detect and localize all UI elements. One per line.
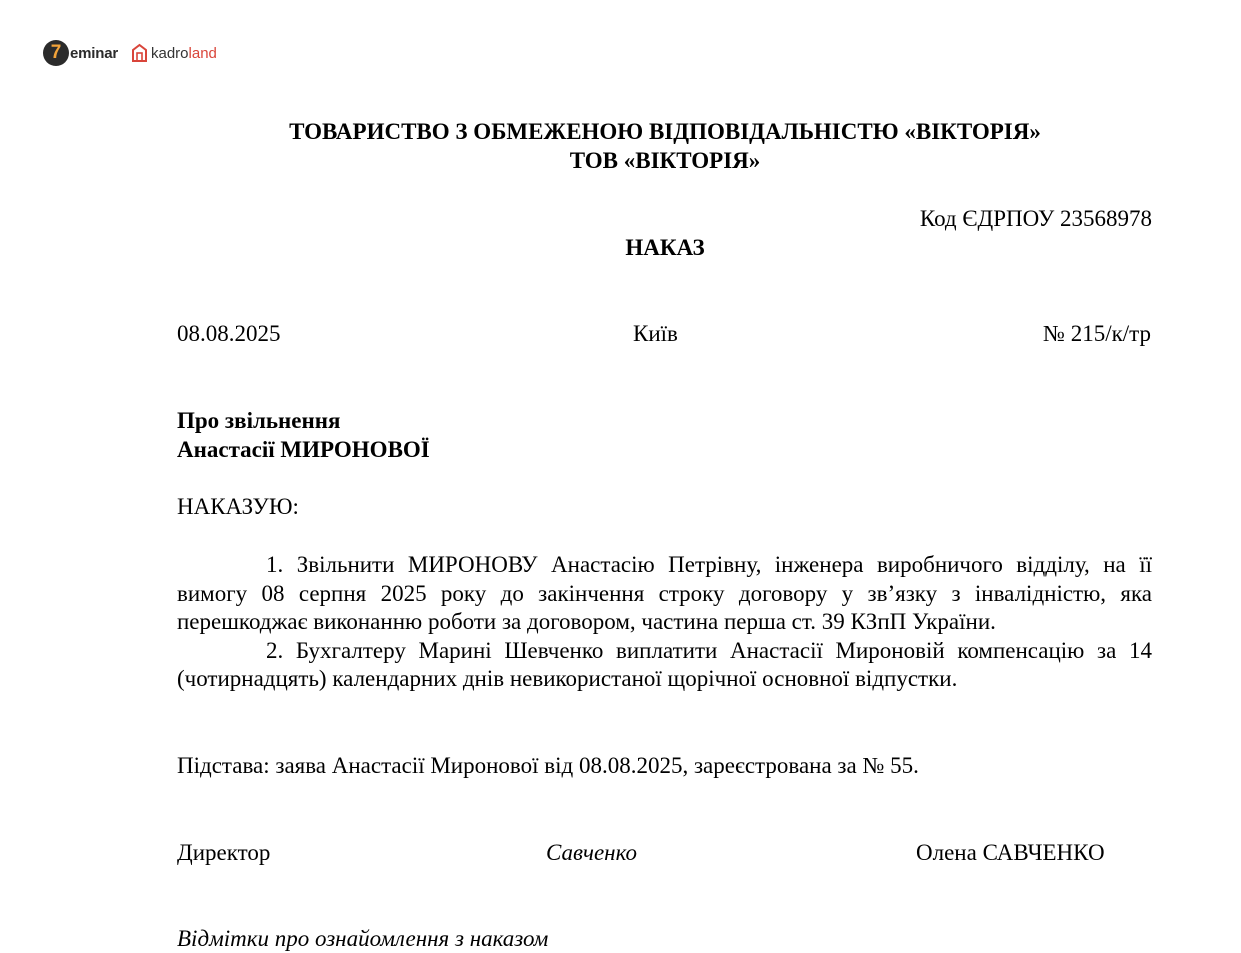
document-date: 08.08.2025 [177, 321, 281, 346]
subject-line-2: Анастасії МИРОНОВОЇ [177, 437, 430, 462]
kadroland-logo [131, 43, 217, 63]
basis-text: Підстава: заява Анастасії Миронової від 08.08.2025, зареєстрована за № 55. [177, 753, 919, 778]
kadroland-logo-text-1: kadro [151, 44, 189, 62]
company-short-name: ТОВ «ВІКТОРІЯ» [569, 148, 761, 173]
subject-line-1: Про звільнення [177, 408, 341, 433]
seminar-logo-text: eminar [70, 44, 118, 62]
signature-position: Директор [177, 840, 271, 865]
acknowledgment-heading: Відмітки про ознайомлення з наказом [177, 926, 549, 951]
document-title: НАКАЗ [625, 235, 705, 260]
kadroland-logo-icon [131, 43, 148, 63]
header-logos [43, 40, 217, 66]
order-item-1: 1. Звільнити МИРОНОВУ Анастасію Петрівну, інженера виробничого відділу, на її вимогу 08 серпня 2025 року до закінчення строку договору у зв’язку з інвалідністю, яка перешкоджає виконанню роботи за договором, частина перша ст. 39 КЗпП України. [177, 552, 1152, 634]
order-item-2: 2. Бухгалтеру Марині Шевченко виплатити Анастасії Мироновій компенсацію за 14 (чотирнадцять) календарних днів невикористаної щорічної основної відпустки. [177, 637, 1152, 691]
kadroland-logo-text-2: land [188, 44, 217, 62]
order-items [177, 551, 1152, 694]
seminar-logo [43, 40, 118, 66]
edrpou-code: Код ЄДРПОУ 23568978 [919, 206, 1152, 231]
company-full-name: ТОВАРИСТВО З ОБМЕЖЕНОЮ ВІДПОВІДАЛЬНІСТЮ «ВІКТОРІЯ» [289, 119, 1041, 144]
order-word: НАКАЗУЮ: [177, 494, 299, 519]
signature-name: Олена САВЧЕНКО [916, 840, 1105, 865]
seminar-logo-mark: 7 [43, 40, 69, 66]
document-number: № 215/к/тр [1043, 321, 1151, 346]
signature-handwritten: Савченко [546, 840, 637, 865]
document-city: Київ [633, 321, 678, 346]
